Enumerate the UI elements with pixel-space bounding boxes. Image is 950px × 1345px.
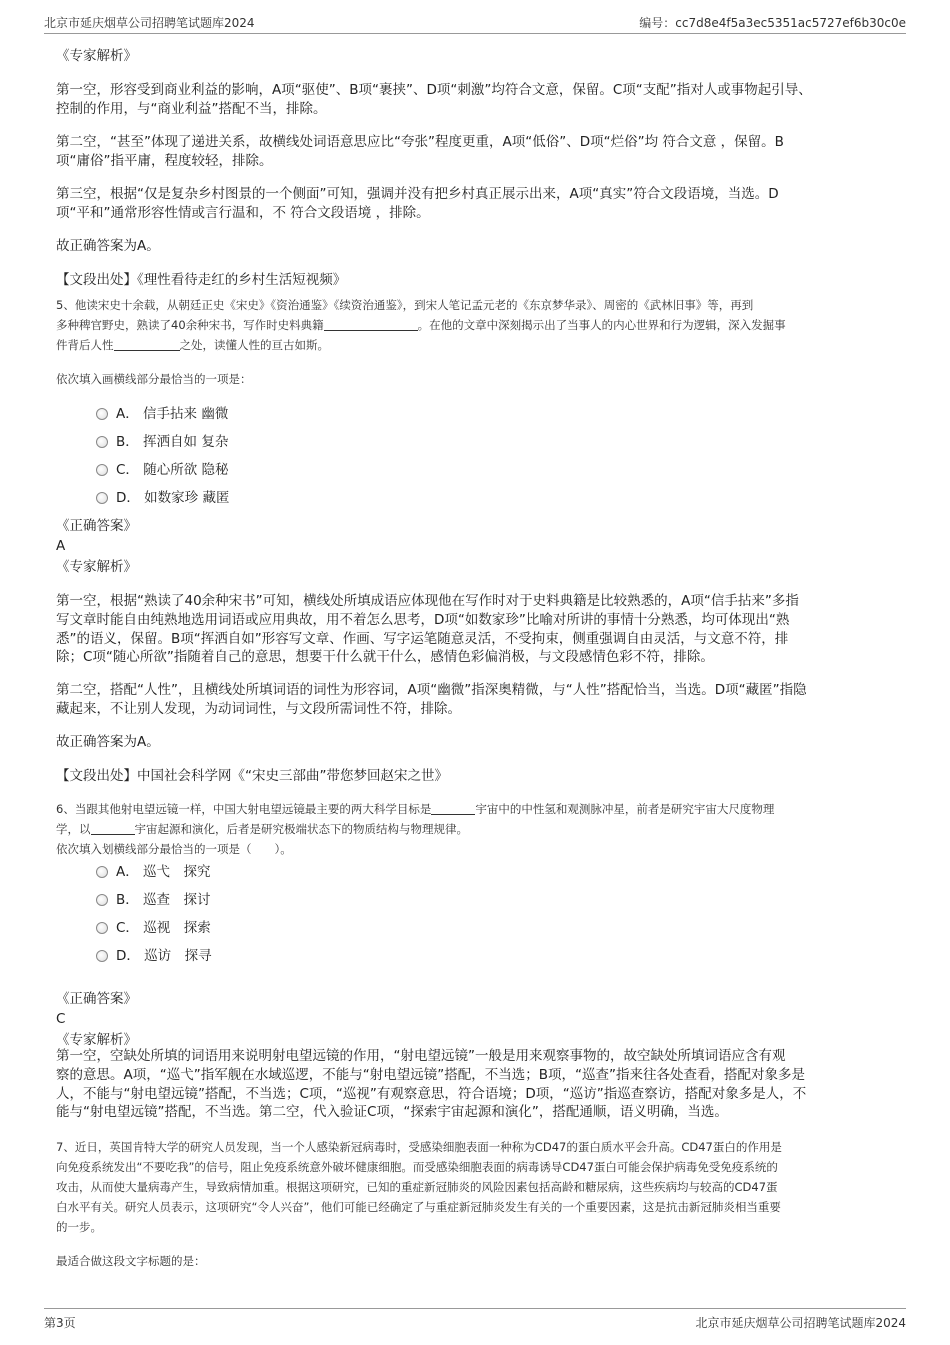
page-footer <box>44 1308 906 1330</box>
q6-analysis-l2: 察的意思。A项，“巡弋”指军舰在水域巡逻，不能与“射电望远镜”搭配，不当选；B项，“巡查”指来往各处查看，搭配对象多是 <box>56 1067 805 1083</box>
q5-answer-label: 《正确答案》 <box>56 518 137 534</box>
q6-stem-l1-b: 宇宙中的中性氢和观测脉冲星，前者是研究宇宙大尺度物理 <box>475 802 775 816</box>
q5-analysis-p1-l2: 写文章时能自由纯熟地选用词语或应用典故，用不着怎么思考，D项“如数家珍”比喻对所讲的事情十分熟悉，均可体现出“熟 <box>56 612 790 628</box>
q7-stem-l3: 攻击，从而使大量病毒产生，导致病情加重。根据这项研究，已知的重症新冠肺炎的风险因素包括高龄和糖尿病，这些疾病均与较高的CD47蛋 <box>56 1180 778 1194</box>
radio-icon[interactable] <box>96 464 108 476</box>
q5-analysis-p1-l4: 除；C项“随心所欲”指随着自己的意思，想要干什么就干什么，感情色彩偏消极，与文段感情色彩不符，排除。 <box>56 649 714 665</box>
header-doc-id: 编号：cc7d8e4f5a3ec5351ac5727ef6b30c0e <box>639 16 906 30</box>
radio-icon[interactable] <box>96 492 108 504</box>
q6-analysis-label: 《专家解析》 <box>56 1032 137 1048</box>
q6-analysis-l1: 第一空，空缺处所填的词语用来说明射电望远镜的作用，“射电望远镜”一般是用来观察事物的，故空缺处所填词语应含有观 <box>56 1048 786 1064</box>
q5-option-d[interactable]: D． 如数家珍 藏匿 <box>96 488 229 508</box>
q6-blank-2 <box>91 821 135 835</box>
q6-option-d[interactable]: D． 巡访 探寻 <box>96 946 212 966</box>
q6-option-c[interactable]: C． 巡视 探索 <box>96 918 211 938</box>
q7-stem-l1: 7、近日，英国肯特大学的研究人员发现，当一个人感染新冠病毒时，受感染细胞表面一种称为CD47的蛋白质水平会升高。CD47蛋白的作用是 <box>56 1140 782 1154</box>
radio-icon[interactable] <box>96 894 108 906</box>
q6-answer-label: 《正确答案》 <box>56 991 137 1007</box>
q6-stem-l2-b: 宇宙起源和演化，后者是研究极端状态下的物质结构与物理规律。 <box>134 822 468 836</box>
q4-analysis-p1-l1: 第一空，形容受到商业利益的影响，A项“驱使”、B项“裹挟”、D项“刺激”均符合文意，保留。C项“支配”指对人或事物起引导、 <box>56 82 812 98</box>
q7-stem-l4: 白水平有关。研究人员表示，这项研究“令人兴奋”，他们可能已经确定了与重症新冠肺炎发生有关的一个重要因素，这是抗击新冠肺炎相当重要 <box>56 1200 781 1214</box>
q5-stem-l2 <box>56 316 901 335</box>
q6-stem-l2 <box>56 820 901 839</box>
q4-analysis-p1-l2: 控制的作用，与“商业利益”搭配不当，排除。 <box>56 101 327 117</box>
q6-option-a[interactable]: A． 巡弋 探究 <box>96 862 211 882</box>
q5-analysis-p2-l2: 藏起来，不让别人发现，为动词词性，与文段所需词性不符，排除。 <box>56 701 461 717</box>
q6-answer: C <box>56 1011 66 1027</box>
radio-icon[interactable] <box>96 866 108 878</box>
q5-answer: A <box>56 538 66 554</box>
q5-stem-l2-a: 多种稗官野史，熟读了40余种宋书，写作时史料典籍 <box>56 318 324 332</box>
radio-icon[interactable] <box>96 436 108 448</box>
q6-analysis-l3: 人，不能与“射电望远镜”搭配，不当选；C项，“巡视”有观察意思，符合语境；D项，“巡访”指巡查察访，搭配对象多是人，不 <box>56 1086 807 1102</box>
q5-source: 【文段出处】中国社会科学网《“宋史三部曲”带您梦回赵宋之世》 <box>56 768 448 784</box>
q4-analysis-label: 《专家解析》 <box>56 48 137 64</box>
q4-analysis-p3-l1: 第三空，根据“仅是复杂乡村图景的一个侧面”可知，强调并没有把乡村真正展示出来，A项“真实”符合文段语境，当选。D <box>56 186 779 202</box>
radio-icon[interactable] <box>96 922 108 934</box>
q5-analysis-p1-l1: 第一空，根据“熟读了40余种宋书”可知，横线处所填成语应体现他在写作时对于史料典籍是比较熟悉的，A项“信手拈来”多指 <box>56 593 799 609</box>
q4-conclusion: 故正确答案为A。 <box>56 238 160 254</box>
q5-analysis-p1-l3: 悉”的语义，保留。B项“挥洒自如”形容写文章、作画、写字运笔随意灵活，不受拘束，侧重强调自由灵活，与文意不符，排 <box>56 631 789 647</box>
page-header <box>44 12 906 34</box>
q5-blank-2 <box>114 337 180 351</box>
q6-prompt: 依次填入划横线部分最恰当的一项是（ ）。 <box>56 842 292 856</box>
q7-stem-l5: 的一步。 <box>56 1220 102 1234</box>
q5-stem-l3-b: 之处，读懂人性的亘古如斯。 <box>179 338 329 352</box>
radio-icon[interactable] <box>96 950 108 962</box>
footer-title: 北京市延庆烟草公司招聘笔试题库2024 <box>695 1316 906 1330</box>
q5-analysis-p2-l1: 第二空，搭配“人性”，且横线处所填词语的词性为形容词，A项“幽微”指深奥精微，与“人性”搭配恰当，当选。D项“藏匿”指隐 <box>56 682 807 698</box>
q5-stem-l3-a: 件背后人性 <box>56 338 114 352</box>
q7-prompt: 最适合做这段文字标题的是： <box>56 1254 206 1268</box>
q5-prompt: 依次填入画横线部分最恰当的一项是： <box>56 372 252 386</box>
q5-conclusion: 故正确答案为A。 <box>56 734 160 750</box>
q5-stem-l2-b: 。在他的文章中深刻揭示出了当事人的内心世界和行为逻辑，深入发掘事 <box>417 318 786 332</box>
q6-blank-1 <box>431 801 475 815</box>
q5-analysis-label: 《专家解析》 <box>56 559 137 575</box>
q4-analysis-p3-l2: 项“平和”通常形容性情或言行温和，不 符合文段语境 ，排除。 <box>56 205 430 221</box>
q5-blank-1 <box>324 317 418 331</box>
q5-option-a[interactable]: A． 信手拈来 幽微 <box>96 404 228 424</box>
q4-analysis-p2-l1: 第二空，“甚至”体现了递进关系，故横线处词语意思应比“夸张”程度更重，A项“低俗”、D项“烂俗”均 符合文意 ，保留。B <box>56 134 784 150</box>
q5-option-b[interactable]: B． 挥洒自如 复杂 <box>96 432 228 452</box>
q5-option-c[interactable]: C． 随心所欲 隐秘 <box>96 460 229 480</box>
q4-source: 【文段出处】《理性看待走红的乡村生活短视频》 <box>56 272 347 288</box>
q6-analysis-l4: 能与“射电望远镜”搭配，不当选。第二空，代入验证C项，“探索宇宙起源和演化”，搭配通顺，语义明确，当选。 <box>56 1104 728 1120</box>
header-title: 北京市延庆烟草公司招聘笔试题库2024 <box>44 16 255 30</box>
q6-stem-l1 <box>56 800 901 819</box>
q5-stem-l3 <box>56 336 901 355</box>
q6-stem-l1-a: 6、当跟其他射电望远镜一样，中国大射电望远镜最主要的两大科学目标是 <box>56 802 432 816</box>
radio-icon[interactable] <box>96 408 108 420</box>
q6-stem-l2-a: 学，以 <box>56 822 91 836</box>
q7-stem-l2: 向免疫系统发出“不要吃我”的信号，阻止免疫系统意外破坏健康细胞。而受感染细胞表面的病毒诱导CD47蛋白可能会保护病毒免受免疫系统的 <box>56 1160 778 1174</box>
q4-analysis-p2-l2: 项“庸俗”指平庸，程度较轻，排除。 <box>56 153 273 169</box>
q6-option-b[interactable]: B． 巡查 探讨 <box>96 890 211 910</box>
q5-stem-l1: 5、他读宋史十余载，从朝廷正史《宋史》《资治通鉴》《续资治通鉴》，到宋人笔记孟元老的《东京梦华录》、周密的《武林旧事》等，再到 <box>56 298 754 312</box>
page-number: 第3页 <box>44 1316 76 1330</box>
